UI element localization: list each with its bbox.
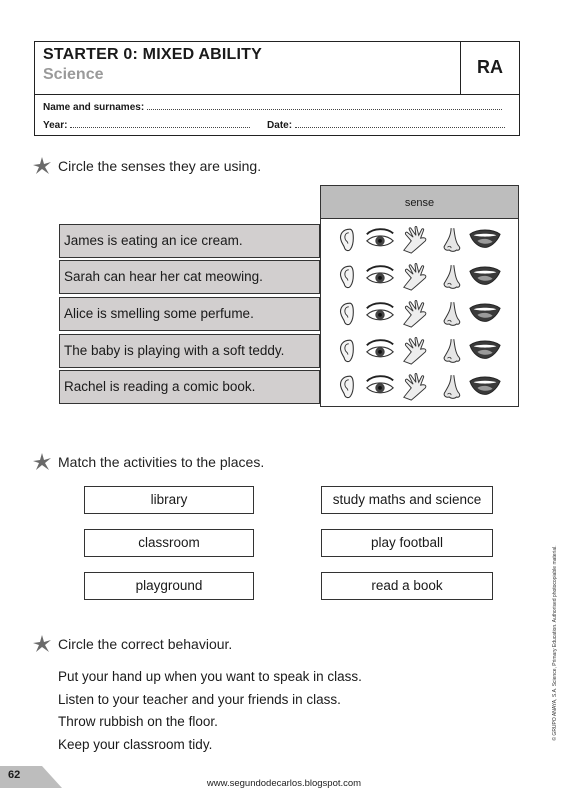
code-cell [460,42,519,94]
year-label: Year: [43,120,68,131]
star-icon [32,634,52,654]
subject-label: Science [43,66,104,83]
hand-icon[interactable] [400,263,430,291]
activity-box-read[interactable]: read a book [321,572,493,600]
place-box-playground[interactable]: playground [84,572,254,600]
worksheet-title: STARTER 0: MIXED ABILITY [43,46,263,63]
nose-icon[interactable] [442,337,462,365]
eye-icon[interactable] [364,373,396,399]
eye-icon[interactable] [364,337,396,363]
behaviour-option[interactable]: Listen to your teacher and your friends in class. [58,692,341,707]
activity-box-football[interactable]: play football [321,529,493,557]
sentence-cell: The baby is playing with a soft teddy. [59,334,320,368]
instruction-text: Circle the correct behaviour. [58,636,233,652]
star-icon [32,452,52,472]
name-label: Name and surnames: [43,102,145,113]
ear-icon[interactable] [338,263,356,291]
sense-column-header: sense [320,185,519,219]
instruction-text: Circle the senses they are using. [58,158,262,174]
behaviour-option[interactable]: Keep your classroom tidy. [58,737,213,752]
mouth-icon[interactable] [468,263,502,287]
sentence-cell: Alice is smelling some perfume. [59,297,320,331]
hand-icon[interactable] [400,226,430,254]
instruction-text: Match the activities to the places. [58,454,265,470]
hand-icon[interactable] [400,300,430,328]
copyright-text: © GRUPO ANAYA, S.A. Science, Primary Education. Authorised photocopiable material. [552,545,558,741]
sense-icons-row [330,263,510,293]
mouth-icon[interactable] [468,373,502,397]
ear-icon[interactable] [338,373,356,401]
ear-icon[interactable] [338,337,356,365]
place-box-classroom[interactable]: classroom [84,529,254,557]
mouth-icon[interactable] [468,300,502,324]
worksheet-code: RA [477,57,503,77]
name-field[interactable] [147,100,502,110]
behaviour-option[interactable]: Put your hand up when you want to speak in class. [58,669,362,684]
header-title-row [35,42,519,95]
ear-icon[interactable] [338,300,356,328]
eye-icon[interactable] [364,300,396,326]
sentence-cell: Rachel is reading a comic book. [59,370,320,404]
year-date-row [43,118,505,131]
page-number: 62 [8,769,21,781]
mouth-icon[interactable] [468,226,502,250]
mouth-icon[interactable] [468,337,502,361]
star-icon [32,156,52,176]
behaviour-option[interactable]: Throw rubbish on the floor. [58,714,218,729]
worksheet-header [34,41,520,136]
nose-icon[interactable] [442,300,462,328]
sense-icons-row [330,337,510,367]
website-url: www.segundodecarlos.blogspot.com [206,778,362,789]
year-field[interactable] [70,118,250,128]
nose-icon[interactable] [442,263,462,291]
nose-icon[interactable] [442,226,462,254]
sentence-cell: James is eating an ice cream. [59,224,320,258]
ear-icon[interactable] [338,226,356,254]
copyright-notice [550,520,560,770]
sentence-cell: Sarah can hear her cat meowing. [59,260,320,294]
hand-icon[interactable] [400,337,430,365]
eye-icon[interactable] [364,263,396,289]
date-field[interactable] [295,118,505,128]
activity-box-study[interactable]: study maths and science [321,486,493,514]
name-row [43,100,502,113]
place-box-library[interactable]: library [84,486,254,514]
nose-icon[interactable] [442,373,462,401]
sense-icons-row [330,300,510,330]
date-label: Date: [267,120,293,131]
sense-icons-row [330,373,510,403]
sense-icons-row [330,226,510,256]
eye-icon[interactable] [364,226,396,252]
hand-icon[interactable] [400,373,430,401]
